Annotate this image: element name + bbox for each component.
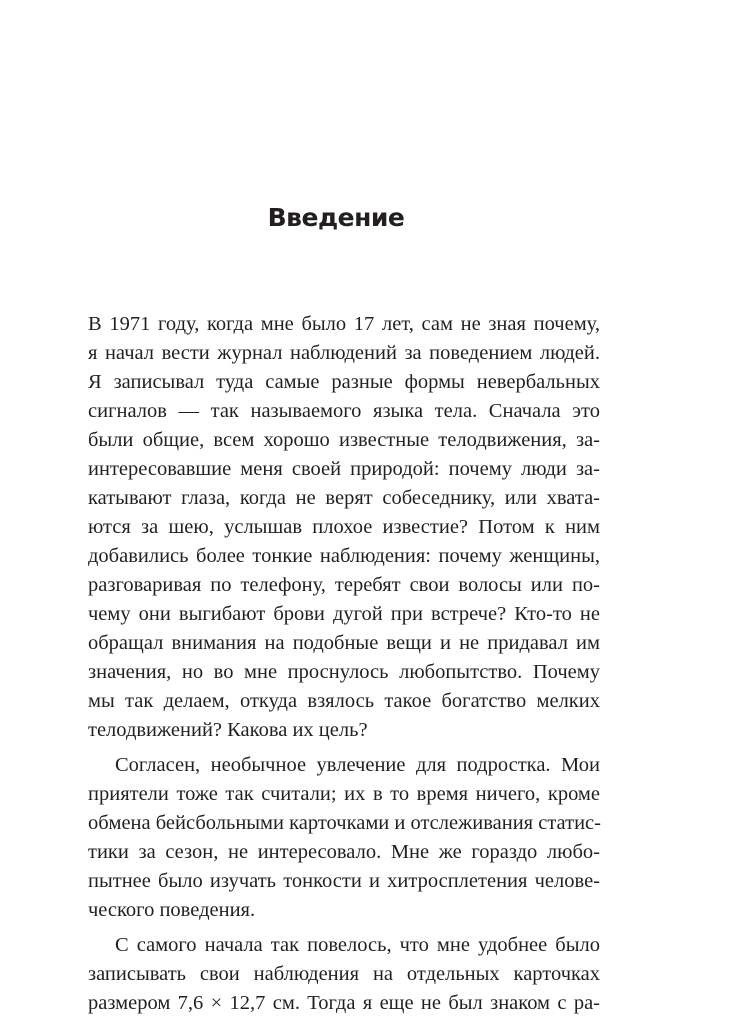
text-line: приятели тоже так считали; их в то время ничего, кроме xyxy=(88,783,600,805)
text-line: тики за сезон, не интересовало. Мне же гораздо любо- xyxy=(88,841,600,863)
text-line: В 1971 году, когда мне было 17 лет, сам не зная почему, xyxy=(88,313,600,335)
text-line: интересовавшие меня своей природой: почему люди за- xyxy=(88,458,600,480)
text-line: размером 7,6 × 12,7 см. Тогда я еще не был знаком с ра- xyxy=(88,992,600,1014)
text-line: значения, но во мне проснулось любопытство. Почему xyxy=(88,661,600,683)
text-line: записывать свои наблюдения на отдельных карточках xyxy=(88,963,600,985)
text-line: катывают глаза, когда не верят собеседнику, или хвата- xyxy=(88,487,600,509)
text-line: телодвижений? Какова их цель? xyxy=(88,719,368,741)
text-line: я начал вести журнал наблюдений за поведением людей. xyxy=(88,342,600,364)
body-text xyxy=(88,310,600,1018)
paragraph xyxy=(88,310,600,745)
text-line: добавились более тонкие наблюдения: почему женщины, xyxy=(88,545,600,567)
text-line: Согласен, необычное увлечение для подростка. Мои xyxy=(115,754,600,776)
chapter-title: Введение xyxy=(267,203,405,232)
text-line: были общие, всем хорошо известные телодвижения, за- xyxy=(88,429,600,451)
text-line: разговаривая по телефону, теребят свои волосы или по- xyxy=(88,574,600,596)
text-line: сигналов — так называемого языка тела. Сначала это xyxy=(88,400,600,422)
paragraph xyxy=(88,751,600,925)
text-line: чему они выгибают брови дугой при встрече? Кто-то не xyxy=(88,603,600,625)
text-line: ческого поведения. xyxy=(88,899,256,921)
text-line: пытнее было изучать тонкости и хитросплетения челове- xyxy=(88,870,600,892)
text-line: обращал внимания на подобные вещи и не придавал им xyxy=(88,632,600,654)
paragraph xyxy=(88,931,600,1018)
text-line: ются за шею, услышав плохое известие? Потом к ним xyxy=(88,516,600,538)
text-line: С самого начала так повелось, что мне удобнее было xyxy=(115,934,600,956)
text-line: Я записывал туда самые разные формы невербальных xyxy=(88,371,600,393)
text-line: обмена бейсбольными карточками и отслеживания статис- xyxy=(88,812,601,834)
text-line: мы так делаем, откуда взялось такое богатство мелких xyxy=(88,690,600,712)
